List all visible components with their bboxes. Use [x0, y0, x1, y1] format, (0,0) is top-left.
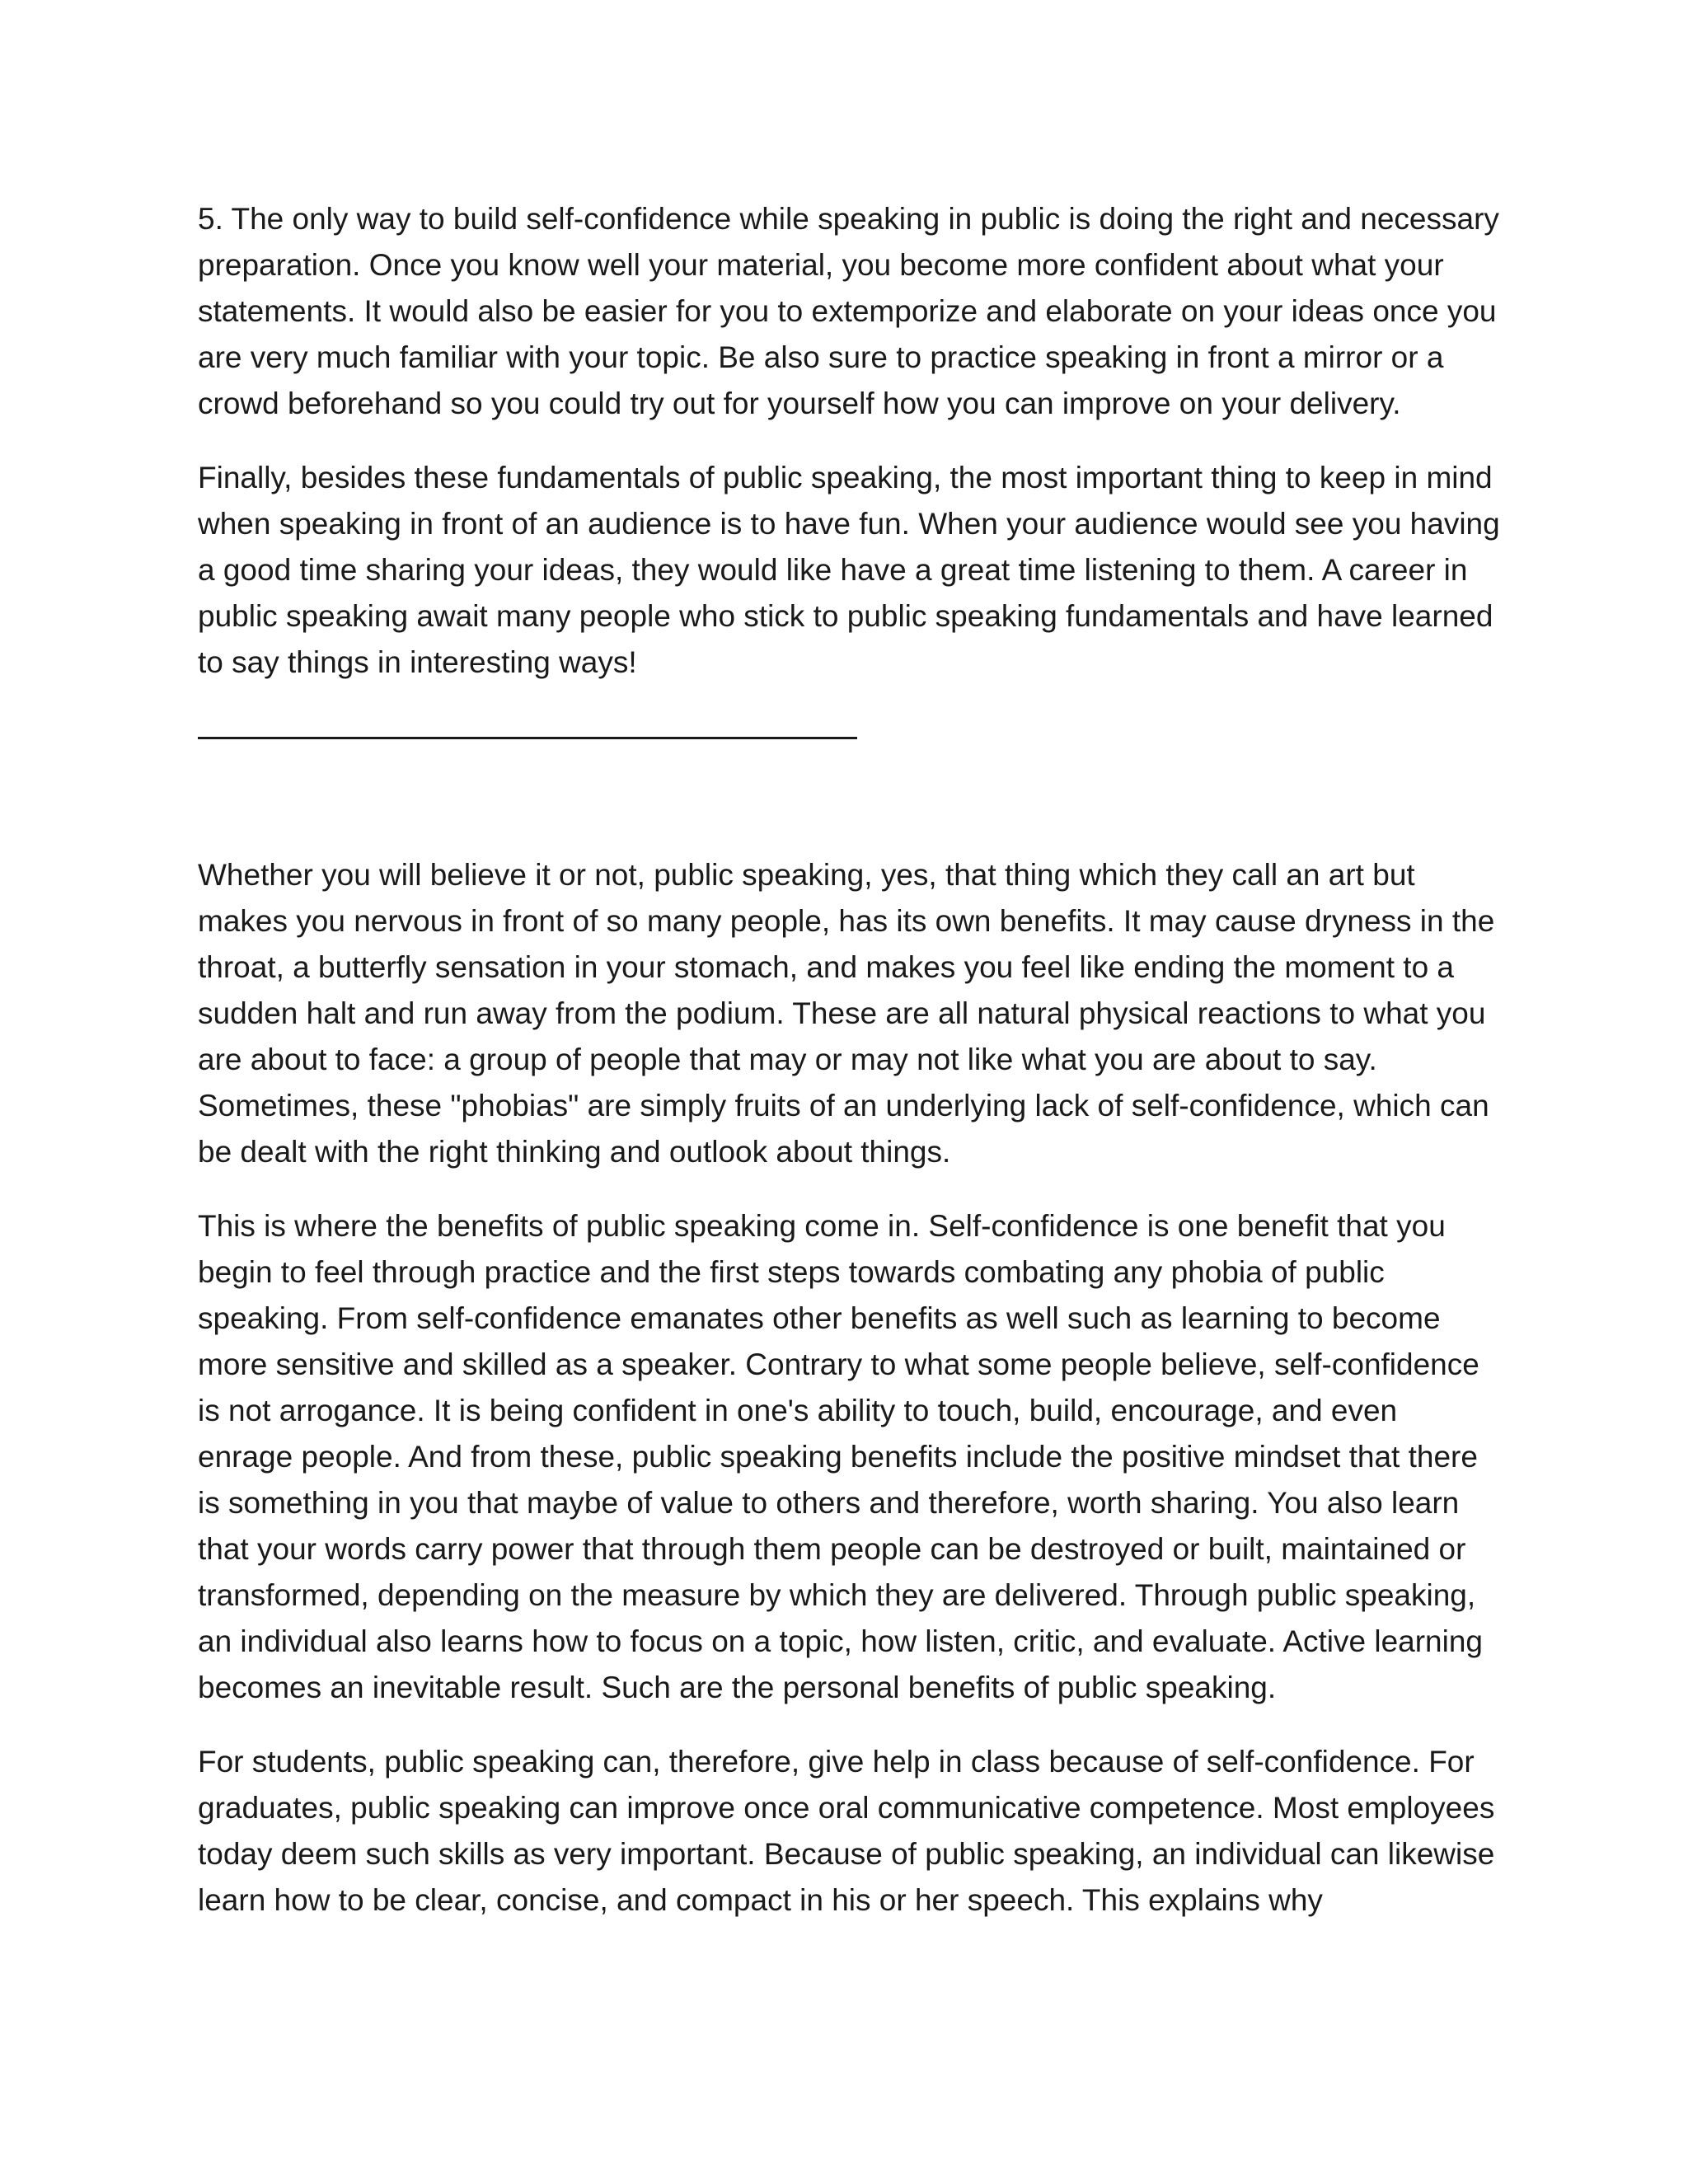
paragraph-students: For students, public speaking can, therefore, give help in class because of self-confidence. For graduates, public speaking can improve once oral communicative competence. Most employees today deem such skills as very important. Because of public speaking, an individual can likewise learn how to be clear, concise, and compact in his or her speech. This explains why: [198, 1745, 1495, 1917]
paragraph-benefits-intro: Whether you will believe it or not, public speaking, yes, that thing which they call an art but makes you nervous in front of so many people, has its own benefits. It may cause dryness in the throat, a butterfly sensation in your stomach, and makes you feel like ending the moment to a sudden halt and run away from the podium. These are all natural physical reactions to what you are about to face: a group of people that may or may not like what you are about to say. Sometimes, these "phobias" are simply fruits of an underlying lack of self-confidence, which can be dealt with the right thinking and outlook about things.: [198, 858, 1495, 1169]
section-divider: [198, 737, 857, 739]
paragraph-preparation: 5. The only way to build self-confidence while speaking in public is doing the right and necessary preparation. Once you know well your material, you become more confident about what your statements. It would also be easier for you to extemporize and elaborate on your ideas once you are very much familiar with your topic. Be also sure to practice speaking in front a mirror or a crowd beforehand so you could try out for yourself how you can improve on your delivery.: [198, 202, 1499, 420]
document-body: [198, 196, 1500, 1952]
paragraph-self-confidence: This is where the benefits of public speaking come in. Self-confidence is one benefit that you begin to feel through practice and the first steps towards combating any phobia of public speaking. From self-confidence emanates other benefits as well such as learning to become more sensitive and skilled as a speaker. Contrary to what some people believe, self-confidence is not arrogance. It is being confident in one's ability to touch, build, encourage, and even enrage people. And from these, public speaking benefits include the positive mindset that there is something in you that maybe of value to others and therefore, worth sharing. You also learn that your words carry power that through them people can be destroyed or built, maintained or transformed, depending on the measure by which they are delivered. Through public speaking, an individual also learns how to focus on a topic, how listen, critic, and evaluate. Active learning becomes an inevitable result. Such are the personal benefits of public speaking.: [198, 1209, 1484, 1704]
paragraph-finally: Finally, besides these fundamentals of public speaking, the most important thing to keep in mind when speaking in front of an audience is to have fun. When your audience would see you having a good time sharing your ideas, they would like have a great time listening to them. A career in public speaking await many people who stick to public speaking fundamentals and have learned to say things in interesting ways!: [198, 461, 1500, 679]
